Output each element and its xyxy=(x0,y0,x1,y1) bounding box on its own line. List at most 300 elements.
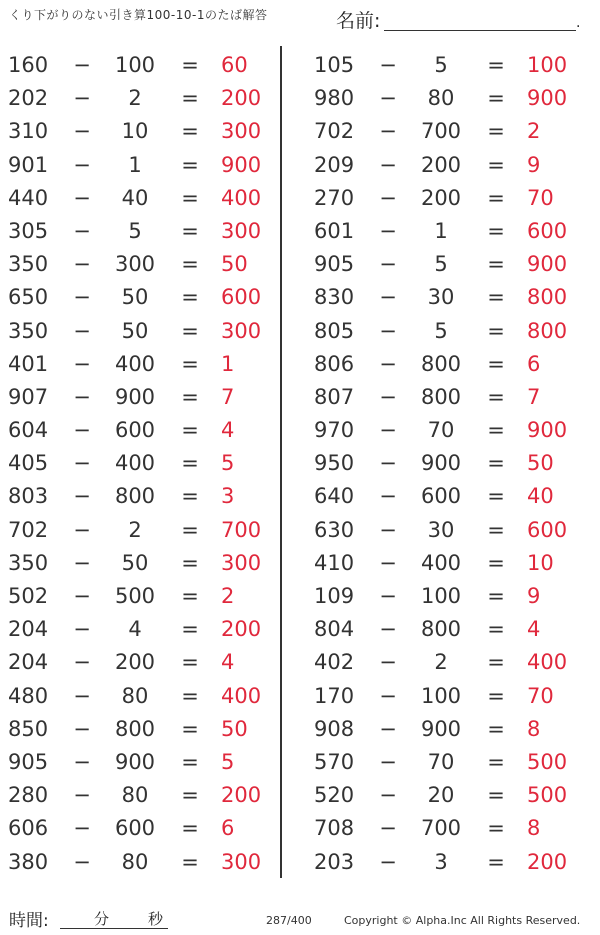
minus-sign: − xyxy=(379,152,397,177)
subtrahend: 600 xyxy=(114,816,156,841)
minuend: 702 xyxy=(314,119,355,144)
subtrahend: 200 xyxy=(420,185,462,210)
answer: 9 xyxy=(527,584,541,608)
answer: 2 xyxy=(221,584,235,608)
problem-row xyxy=(0,680,280,713)
equals-sign: = xyxy=(487,451,505,476)
answer: 60 xyxy=(221,53,248,77)
minus-sign: − xyxy=(73,185,91,210)
problem-row xyxy=(0,613,280,646)
subtrahend: 40 xyxy=(121,185,149,210)
equals-sign: = xyxy=(181,285,199,310)
subtrahend: 80 xyxy=(121,683,149,708)
problem-row xyxy=(0,82,280,115)
answer: 200 xyxy=(221,617,262,642)
minuend: 604 xyxy=(8,418,49,443)
problem-row xyxy=(0,480,280,513)
answer: 10 xyxy=(527,550,554,575)
equals-sign: = xyxy=(487,484,505,509)
subtrahend: 80 xyxy=(427,86,455,111)
minuend: 305 xyxy=(8,218,49,243)
minuend: 350 xyxy=(8,252,49,277)
minus-sign: − xyxy=(73,816,91,841)
problem-row xyxy=(0,779,280,812)
answer: 100 xyxy=(527,53,568,77)
subtrahend: 2 xyxy=(128,86,142,111)
equals-sign: = xyxy=(487,86,505,111)
equals-sign: = xyxy=(487,351,505,376)
minus-sign: − xyxy=(379,749,397,774)
equals-sign: = xyxy=(487,152,505,177)
minuend: 105 xyxy=(314,53,355,77)
equals-sign: = xyxy=(181,849,199,874)
problem-row xyxy=(0,115,280,148)
minus-sign: − xyxy=(379,783,397,808)
problem-row xyxy=(306,613,586,646)
problem-row xyxy=(0,348,280,381)
answer: 400 xyxy=(527,650,568,675)
minus-sign: − xyxy=(379,185,397,210)
answer: 600 xyxy=(527,517,568,542)
subtrahend: 400 xyxy=(420,550,462,575)
problem-row xyxy=(306,82,586,115)
equals-sign: = xyxy=(487,816,505,841)
minus-sign: − xyxy=(73,119,91,144)
subtrahend: 70 xyxy=(427,749,455,774)
minus-sign: − xyxy=(379,384,397,409)
minus-sign: − xyxy=(379,484,397,509)
problem-row xyxy=(306,713,586,746)
minus-sign: − xyxy=(73,451,91,476)
subtrahend: 5 xyxy=(128,218,142,243)
minus-sign: − xyxy=(379,584,397,608)
subtrahend: 700 xyxy=(420,816,462,841)
minuend: 401 xyxy=(8,351,49,376)
answer: 7 xyxy=(527,384,541,409)
subtrahend: 5 xyxy=(434,53,448,77)
problem-row xyxy=(306,447,586,480)
problem-row xyxy=(306,646,586,679)
minuend: 806 xyxy=(314,351,355,376)
answer: 4 xyxy=(527,617,541,642)
minus-sign: − xyxy=(379,418,397,443)
problem-row xyxy=(0,414,280,447)
minuend: 520 xyxy=(314,783,355,808)
equals-sign: = xyxy=(487,218,505,243)
answer: 2 xyxy=(527,119,541,144)
minuend: 980 xyxy=(314,86,355,111)
equals-sign: = xyxy=(181,749,199,774)
minuend: 270 xyxy=(314,185,355,210)
problem-row xyxy=(306,381,586,414)
minus-sign: − xyxy=(73,650,91,675)
minuend: 204 xyxy=(8,617,49,642)
subtrahend: 1 xyxy=(434,218,448,243)
minuend: 380 xyxy=(8,849,49,874)
answer: 40 xyxy=(527,484,554,509)
problem-row xyxy=(0,646,280,679)
problem-row xyxy=(0,812,280,845)
minuend: 708 xyxy=(314,816,355,841)
name-end-dot: . xyxy=(576,15,581,31)
worksheet-title: くり下がりのない引き算100-10-1のたば解答 xyxy=(9,8,268,22)
equals-sign: = xyxy=(487,716,505,741)
equals-sign: = xyxy=(487,849,505,874)
subtrahend: 600 xyxy=(420,484,462,509)
equals-sign: = xyxy=(181,683,199,708)
equals-sign: = xyxy=(487,252,505,277)
minuend: 410 xyxy=(314,550,355,575)
problem-row xyxy=(0,315,280,348)
equals-sign: = xyxy=(487,185,505,210)
answer: 6 xyxy=(527,351,541,376)
answer: 7 xyxy=(221,384,235,409)
answer: 800 xyxy=(527,318,568,343)
problem-row xyxy=(306,480,586,513)
subtrahend: 400 xyxy=(114,351,156,376)
minuend: 350 xyxy=(8,318,49,343)
subtrahend: 10 xyxy=(121,119,149,144)
minuend: 405 xyxy=(8,451,49,476)
minus-sign: − xyxy=(73,849,91,874)
problem-row xyxy=(306,580,586,613)
column-divider xyxy=(280,46,282,878)
minuend: 970 xyxy=(314,418,355,443)
minuend: 502 xyxy=(8,584,49,608)
minuend: 830 xyxy=(314,285,355,310)
minus-sign: − xyxy=(73,384,91,409)
minus-sign: − xyxy=(379,351,397,376)
subtrahend: 30 xyxy=(427,517,455,542)
minus-sign: − xyxy=(379,53,397,77)
subtrahend: 900 xyxy=(420,716,462,741)
subtrahend: 900 xyxy=(420,451,462,476)
minus-sign: − xyxy=(379,318,397,343)
equals-sign: = xyxy=(181,783,199,808)
problem-row xyxy=(306,779,586,812)
subtrahend: 900 xyxy=(114,749,156,774)
minuend: 480 xyxy=(8,683,49,708)
problem-row xyxy=(306,248,586,281)
problem-row xyxy=(306,680,586,713)
problem-row xyxy=(0,746,280,779)
subtrahend: 100 xyxy=(420,683,462,708)
equals-sign: = xyxy=(487,119,505,144)
equals-sign: = xyxy=(181,351,199,376)
equals-sign: = xyxy=(487,384,505,409)
minuend: 170 xyxy=(314,683,355,708)
problem-row xyxy=(306,414,586,447)
minuend: 109 xyxy=(314,584,355,608)
problem-row xyxy=(0,514,280,547)
equals-sign: = xyxy=(181,716,199,741)
problem-column-left xyxy=(0,49,280,879)
minuend: 310 xyxy=(8,119,49,144)
answer: 300 xyxy=(221,218,262,243)
equals-sign: = xyxy=(181,119,199,144)
answer: 800 xyxy=(527,285,568,310)
subtrahend: 400 xyxy=(114,451,156,476)
answer: 200 xyxy=(221,783,262,808)
equals-sign: = xyxy=(181,484,199,509)
problem-row xyxy=(0,248,280,281)
problem-row xyxy=(0,547,280,580)
subtrahend: 600 xyxy=(114,418,156,443)
problem-row xyxy=(306,215,586,248)
minutes-label: 分 xyxy=(94,910,110,928)
problem-row xyxy=(0,713,280,746)
minuend: 850 xyxy=(8,716,49,741)
equals-sign: = xyxy=(181,53,199,77)
subtrahend: 900 xyxy=(114,384,156,409)
answer: 900 xyxy=(527,86,568,111)
answer: 4 xyxy=(221,650,235,675)
minuend: 606 xyxy=(8,816,49,841)
name-label: 名前: xyxy=(336,10,381,32)
minuend: 650 xyxy=(8,285,49,310)
minuend: 160 xyxy=(8,53,49,77)
subtrahend: 800 xyxy=(114,484,156,509)
equals-sign: = xyxy=(487,418,505,443)
problem-row xyxy=(306,746,586,779)
problem-row xyxy=(0,580,280,613)
equals-sign: = xyxy=(487,53,505,77)
problem-row xyxy=(0,149,280,182)
minuend: 640 xyxy=(314,484,355,509)
problem-row xyxy=(306,514,586,547)
problem-row xyxy=(0,447,280,480)
answer: 8 xyxy=(527,816,541,841)
time-label: 時間: xyxy=(9,911,49,931)
minus-sign: − xyxy=(73,716,91,741)
problem-row xyxy=(0,281,280,314)
minuend: 804 xyxy=(314,617,355,642)
subtrahend: 700 xyxy=(420,119,462,144)
answer: 600 xyxy=(221,285,262,310)
answer: 300 xyxy=(221,550,262,575)
problem-row xyxy=(0,49,280,82)
name-field[interactable] xyxy=(336,6,584,32)
equals-sign: = xyxy=(487,550,505,575)
equals-sign: = xyxy=(487,318,505,343)
seconds-label: 秒 xyxy=(148,910,164,928)
answer: 200 xyxy=(527,849,568,874)
minus-sign: − xyxy=(379,716,397,741)
equals-sign: = xyxy=(487,285,505,310)
minus-sign: − xyxy=(379,849,397,874)
answer: 300 xyxy=(221,119,262,144)
answer: 900 xyxy=(527,252,568,277)
minuend: 570 xyxy=(314,749,355,774)
equals-sign: = xyxy=(181,584,199,608)
problem-row xyxy=(0,182,280,215)
answer: 50 xyxy=(221,716,248,741)
minuend: 350 xyxy=(8,550,49,575)
equals-sign: = xyxy=(181,185,199,210)
problem-column-right xyxy=(306,49,586,879)
minuend: 601 xyxy=(314,218,355,243)
problem-row xyxy=(306,547,586,580)
equals-sign: = xyxy=(181,550,199,575)
minus-sign: − xyxy=(73,418,91,443)
answer: 300 xyxy=(221,849,262,874)
equals-sign: = xyxy=(487,783,505,808)
answer: 9 xyxy=(527,152,541,177)
subtrahend: 70 xyxy=(427,418,455,443)
subtrahend: 800 xyxy=(114,716,156,741)
answer: 5 xyxy=(221,451,235,476)
subtrahend: 100 xyxy=(114,53,156,77)
answer: 900 xyxy=(527,418,568,443)
subtrahend: 1 xyxy=(128,152,142,177)
subtrahend: 80 xyxy=(121,783,149,808)
minus-sign: − xyxy=(73,351,91,376)
minuend: 209 xyxy=(314,152,355,177)
equals-sign: = xyxy=(181,252,199,277)
copyright-notice: Copyright © Alpha.Inc All Rights Reserved. xyxy=(344,914,581,927)
minus-sign: − xyxy=(73,783,91,808)
problem-row xyxy=(0,215,280,248)
answer: 50 xyxy=(221,252,248,277)
answer: 900 xyxy=(221,152,262,177)
problem-row xyxy=(306,812,586,845)
minus-sign: − xyxy=(379,285,397,310)
minuend: 905 xyxy=(8,749,49,774)
problem-row xyxy=(306,281,586,314)
answer: 400 xyxy=(221,185,262,210)
problem-row xyxy=(306,348,586,381)
equals-sign: = xyxy=(487,517,505,542)
minus-sign: − xyxy=(379,451,397,476)
minus-sign: − xyxy=(379,550,397,575)
answer: 300 xyxy=(221,318,262,343)
answer: 500 xyxy=(527,749,568,774)
subtrahend: 800 xyxy=(420,351,462,376)
minus-sign: − xyxy=(379,252,397,277)
minuend: 908 xyxy=(314,716,355,741)
answer: 8 xyxy=(527,716,541,741)
minuend: 805 xyxy=(314,318,355,343)
minus-sign: − xyxy=(73,285,91,310)
minus-sign: − xyxy=(73,584,91,608)
answer: 700 xyxy=(221,517,262,542)
answer: 1 xyxy=(221,351,235,376)
minus-sign: − xyxy=(73,318,91,343)
page-number: 287/400 xyxy=(266,914,312,927)
minus-sign: − xyxy=(379,816,397,841)
minuend: 905 xyxy=(314,252,355,277)
minus-sign: − xyxy=(73,749,91,774)
answer: 6 xyxy=(221,816,235,841)
minuend: 907 xyxy=(8,384,49,409)
minuend: 402 xyxy=(314,650,355,675)
minuend: 280 xyxy=(8,783,49,808)
answer: 70 xyxy=(527,683,554,708)
minus-sign: − xyxy=(73,617,91,642)
problem-row xyxy=(306,182,586,215)
minus-sign: − xyxy=(73,683,91,708)
problem-row xyxy=(0,846,280,879)
equals-sign: = xyxy=(181,816,199,841)
answer: 400 xyxy=(221,683,262,708)
minus-sign: − xyxy=(379,517,397,542)
minus-sign: − xyxy=(73,152,91,177)
minuend: 440 xyxy=(8,185,49,210)
minus-sign: − xyxy=(379,218,397,243)
subtrahend: 3 xyxy=(434,849,448,874)
problem-row xyxy=(306,315,586,348)
minuend: 630 xyxy=(314,517,355,542)
minus-sign: − xyxy=(73,484,91,509)
minuend: 702 xyxy=(8,517,49,542)
subtrahend: 50 xyxy=(121,285,149,310)
minus-sign: − xyxy=(379,119,397,144)
minus-sign: − xyxy=(73,252,91,277)
answer: 50 xyxy=(527,451,554,476)
equals-sign: = xyxy=(181,318,199,343)
subtrahend: 5 xyxy=(434,318,448,343)
equals-sign: = xyxy=(487,749,505,774)
minuend: 803 xyxy=(8,484,49,509)
equals-sign: = xyxy=(181,517,199,542)
answer: 200 xyxy=(221,86,262,111)
minus-sign: − xyxy=(73,86,91,111)
equals-sign: = xyxy=(181,650,199,675)
answer: 5 xyxy=(221,749,235,774)
problem-row xyxy=(306,49,586,82)
minuend: 901 xyxy=(8,152,49,177)
equals-sign: = xyxy=(487,617,505,642)
equals-sign: = xyxy=(181,86,199,111)
problem-row xyxy=(306,115,586,148)
equals-sign: = xyxy=(487,650,505,675)
minus-sign: − xyxy=(379,683,397,708)
minuend: 202 xyxy=(8,86,49,111)
answer: 3 xyxy=(221,484,235,509)
subtrahend: 500 xyxy=(114,584,156,608)
equals-sign: = xyxy=(181,218,199,243)
answer: 600 xyxy=(527,218,568,243)
minus-sign: − xyxy=(379,617,397,642)
subtrahend: 2 xyxy=(128,517,142,542)
answer: 70 xyxy=(527,185,554,210)
minus-sign: − xyxy=(379,650,397,675)
minus-sign: − xyxy=(73,53,91,77)
problem-row xyxy=(306,149,586,182)
subtrahend: 200 xyxy=(114,650,156,675)
subtrahend: 5 xyxy=(434,252,448,277)
subtrahend: 200 xyxy=(420,152,462,177)
equals-sign: = xyxy=(181,152,199,177)
subtrahend: 50 xyxy=(121,550,149,575)
subtrahend: 4 xyxy=(128,617,142,642)
subtrahend: 300 xyxy=(114,252,156,277)
answer: 500 xyxy=(527,783,568,808)
subtrahend: 100 xyxy=(420,584,462,608)
problem-row xyxy=(0,381,280,414)
problem-row xyxy=(306,846,586,879)
equals-sign: = xyxy=(181,384,199,409)
minuend: 950 xyxy=(314,451,355,476)
equals-sign: = xyxy=(487,584,505,608)
minuend: 204 xyxy=(8,650,49,675)
subtrahend: 2 xyxy=(434,650,448,675)
minus-sign: − xyxy=(379,86,397,111)
subtrahend: 80 xyxy=(121,849,149,874)
subtrahend: 50 xyxy=(121,318,149,343)
name-underline[interactable] xyxy=(384,30,576,31)
answer: 4 xyxy=(221,418,235,443)
